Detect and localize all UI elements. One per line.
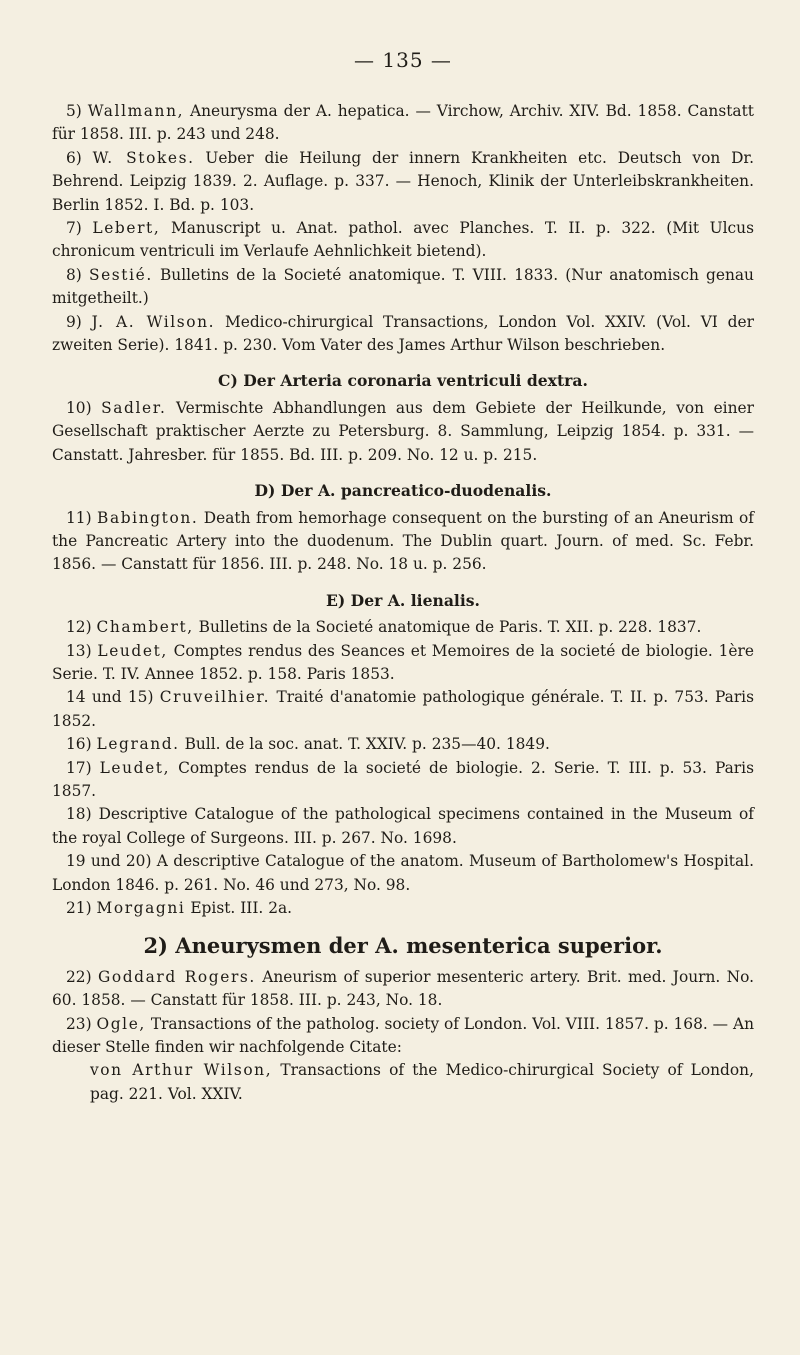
entry-number: 16): [66, 735, 92, 754]
reference-entry: [52, 311, 754, 358]
citation-block: [52, 1059, 754, 1106]
entry-text: Bulletins de la Societé anatomique. T. VIII. 1833. (Nur anatomisch genau mitgetheilt.): [52, 265, 754, 308]
entry-number: 5): [66, 102, 82, 120]
reference-entry: [52, 803, 754, 850]
entry-text: Transactions of the patholog. society of London. Vol. VIII. 1857. p. 168. — An dieser Stelle finden wir nachfolgende Citate:: [52, 1014, 754, 1057]
reference-entry: [52, 733, 754, 756]
entry-text: Bulletins de la Societé anatomique de Paris. T. XII. p. 228. 1837.: [198, 618, 702, 637]
page-number: — 135 —: [354, 48, 452, 72]
major-heading: 2) Aneurysmen der A. mesenterica superior.: [143, 933, 663, 959]
entry-text: Aneurism of superior mesenteric artery. Brit. med. Journ. No. 60. 1858. — Canstatt für 1858. III. p. 243, No. 18.: [52, 967, 755, 1010]
entry-text: Aneurysma der A. hepatica. — Virchow, Archiv. XIV. Bd. 1858. Canstatt für 1858. III. p. 243 und 248.: [52, 102, 754, 144]
entry-number: 21): [66, 899, 92, 917]
author-name: Chambert,: [96, 618, 194, 637]
author-name: Sadler.: [101, 398, 167, 417]
entry-text: Descriptive Catalogue of the pathological specimens contained in the Museum of the royal College of Surgeons. III. p. 267. No. 1698.: [52, 805, 754, 847]
author-name: Goddard Rogers.: [97, 967, 256, 986]
reference-entry: [52, 1013, 754, 1060]
reference-entry: [52, 397, 754, 467]
entry-text: Traité d'anatomie pathologique générale. T. II. p. 753. Paris 1852.: [52, 688, 754, 730]
entry-number: 17): [66, 758, 92, 777]
entry-number: 6): [66, 148, 82, 167]
entry-text: Bull. de la soc. anat. T. XXIV. p. 235—40. 1849.: [184, 735, 550, 754]
reference-entry: [52, 850, 754, 897]
author-name: Morgagni: [96, 899, 186, 917]
author-name: Leudet,: [99, 758, 171, 777]
citation-text: Transactions of the Medico-chirurgical Society of London, pag. 221. Vol. XXIV.: [90, 1061, 754, 1103]
entry-number: 7): [66, 219, 82, 238]
entry-number: 23): [66, 1014, 92, 1033]
entry-number: 22): [66, 967, 92, 986]
reference-entry: [52, 897, 754, 920]
section-heading-d: D) Der A. pancreatico-duodenalis.: [254, 481, 552, 501]
reference-entry: [52, 966, 754, 1013]
entry-number: 12): [66, 618, 92, 637]
author-name: Cruveilhier.: [159, 688, 271, 707]
entry-text: Death from hemorhage consequent on the bursting of an Aneurism of the Pancreatic Artery into the duodenum. The Dublin quart. Journ. of med. Sc. Febr. 1856. — Canstatt für 1856. III. p. 248. No. 18 u. p. 256.: [52, 508, 754, 574]
citation-author: von Arthur Wilson,: [90, 1061, 273, 1080]
reference-entry: [52, 147, 754, 217]
entry-number: 11): [66, 508, 92, 527]
reference-entry: [52, 507, 754, 577]
author-name: Legrand.: [96, 735, 180, 754]
reference-entry: [52, 264, 754, 311]
entry-text: Medico-chirurgical Transactions, London Vol. XXIV. (Vol. VI der zweiten Serie). 1841. p. 230. Vom Vater des James Arthur Wilson beschrieben.: [52, 312, 754, 355]
author-name: W. Stokes.: [92, 148, 195, 167]
entry-number: 9): [66, 312, 82, 331]
section-heading-c: C) Der Arteria coronaria ventriculi dextra.: [218, 371, 588, 391]
entry-text: A descriptive Catalogue of the anatom. Museum of Bartholomew's Hospital. London 1846. p. 261. No. 46 und 273, No. 98.: [52, 852, 754, 894]
author-name: Lebert,: [92, 219, 161, 238]
entry-text: Epist. III. 2a.: [190, 899, 293, 917]
section-heading-e: E) Der A. lienalis.: [325, 590, 480, 610]
entry-text: Manuscript u. Anat. pathol. avec Planches. T. II. p. 322. (Mit Ulcus chronicum ventriculi im Verlaufe Aehnlichkeit bietend).: [52, 219, 754, 261]
author-name: Leudet,: [97, 641, 168, 660]
author-name: Wallmann,: [87, 102, 185, 120]
reference-entry: [52, 616, 754, 639]
reference-entry: [52, 100, 754, 147]
entry-text: Comptes rendus de la societé de biologie. 2. Serie. T. III. p. 53. Paris 1857.: [52, 758, 754, 800]
page-body: [52, 100, 754, 1106]
author-name: J. A. Wilson.: [91, 312, 216, 331]
entry-number: 14 und 15): [66, 688, 154, 707]
entry-number: 19 und 20): [66, 852, 152, 871]
entry-text: Ueber die Heilung der innern Krankheiten etc. Deutsch von Dr. Behrend. Leipzig 1839. 2. Auflage. p. 337. — Henoch, Klinik der Unterleibskrankheiten. Berlin 1852. I. Bd. p. 103.: [52, 148, 754, 214]
entry-number: 18): [66, 805, 92, 824]
reference-entry: [52, 217, 754, 264]
entry-number: 10): [66, 398, 92, 417]
entry-text: Vermischte Abhandlungen aus dem Gebiete der Heilkunde, von einer Gesellschaft praktischer Aerzte zu Petersburg. 8. Sammlung, Leipzig 1854. p. 331. — Canstatt. Jahresber. für 1855. Bd. III. p. 209. No. 12 u. p. 215.: [52, 398, 754, 464]
author-name: Sestié.: [88, 265, 153, 284]
reference-entry: [52, 640, 754, 687]
author-name: Babington.: [97, 508, 199, 527]
entry-text: Comptes rendus des Seances et Memoires de la societé de biologie. 1ère Serie. T. IV. Annee 1852. p. 158. Paris 1853.: [52, 641, 754, 683]
author-name: Ogle,: [96, 1014, 146, 1033]
reference-entry: [52, 757, 754, 804]
entry-number: 8): [66, 265, 82, 284]
reference-entry: [52, 686, 754, 733]
entry-number: 13): [66, 641, 92, 660]
